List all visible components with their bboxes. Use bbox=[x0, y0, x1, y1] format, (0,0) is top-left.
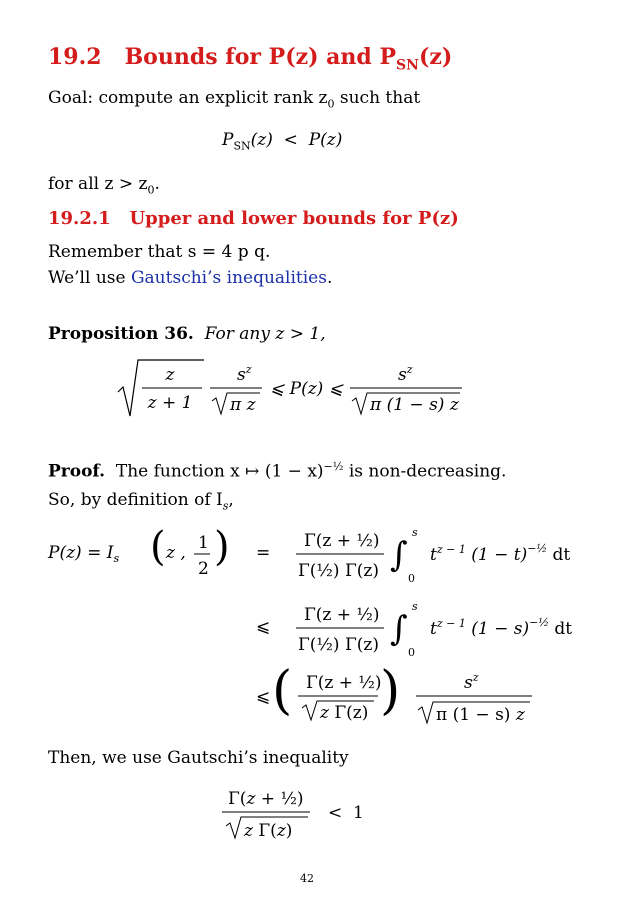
svg-text:s: s bbox=[412, 526, 418, 539]
goal-display bbox=[222, 130, 342, 152]
proof-text-end: is non-decreasing. bbox=[343, 461, 507, 482]
svg-text:π (1 − s) z: π (1 − s) z bbox=[370, 395, 459, 415]
section-number: 19.2 bbox=[48, 44, 102, 70]
svg-text:tz − 1 (1 − s)−½ dt: $t^{z - 1}$ $(1 - s)^{-\frac{1}{2}}$ dt bbox=[430, 616, 573, 639]
proof-line: Proof. The function x ↦ $(1 - x)^{-\frac{1}{2}}$ is non-decreasing. bbox=[48, 460, 507, 482]
tail-sub: 0 bbox=[147, 183, 155, 197]
proposition-text: For any z > 1, bbox=[204, 324, 326, 344]
svg-text:z Γ(z): z Γ(z) bbox=[244, 821, 293, 841]
svg-text:⩽: ⩽ bbox=[256, 617, 271, 637]
tail-text: for all z > z bbox=[48, 174, 148, 194]
svg-text:⩽ P(z) ⩽: ⩽ P(z) ⩽ bbox=[270, 379, 343, 399]
proof-line2-sub: s bbox=[222, 499, 229, 513]
svg-text:(: ( bbox=[272, 661, 293, 721]
use-line bbox=[48, 268, 332, 288]
svg-text:s: s bbox=[412, 600, 418, 613]
proof-text: The function x ↦ (1 − x) bbox=[115, 461, 324, 482]
svg-text:sz: $s^z$ bbox=[237, 363, 252, 385]
use-prefix: We’ll use bbox=[48, 268, 131, 288]
subsection-title: Upper and lower bounds for P(z) bbox=[129, 208, 459, 229]
svg-text:P(z) = Is: $P(z) = I_s$ bbox=[48, 543, 120, 565]
section-title-end: (z) bbox=[418, 44, 453, 70]
svg-text:1: 1 bbox=[198, 533, 209, 553]
goal-tail bbox=[48, 174, 160, 196]
svg-text:π (1 − s) z: π (1 − s) z bbox=[436, 705, 525, 725]
svg-text:2: 2 bbox=[198, 559, 209, 579]
display-p: P bbox=[222, 130, 234, 150]
svg-text:tz − 1 (1 − t)−½ dt: $t^{z - 1}$ $(1 - t)^{-\frac{1}{2}}$ dt bbox=[430, 542, 571, 565]
svg-text:): ) bbox=[380, 661, 401, 721]
proof-line2-text: So, by definition of I bbox=[48, 490, 223, 510]
svg-text:∫: ∫ bbox=[390, 535, 408, 575]
display-sub: SN bbox=[233, 139, 251, 153]
svg-text:Γ(z + ½): Γ(z + ½) bbox=[306, 673, 382, 693]
remember-line: Remember that s = 4 p q. bbox=[48, 242, 271, 262]
derivation bbox=[46, 520, 606, 740]
svg-text:Γ(½) Γ(z): Γ(½) Γ(z) bbox=[298, 561, 379, 581]
svg-text:z: z bbox=[165, 365, 175, 385]
svg-text:⩽: ⩽ bbox=[256, 687, 271, 707]
use-suffix: . bbox=[326, 268, 333, 288]
goal-sub: 0 bbox=[327, 97, 335, 111]
proof-label: Proof. bbox=[48, 461, 106, 482]
proof-line2-end: , bbox=[228, 490, 234, 510]
tail-end: . bbox=[154, 174, 160, 194]
proposition-label: Proposition 36. bbox=[48, 324, 194, 344]
goal-text: Goal: compute an explicit rank z bbox=[48, 88, 328, 108]
subsection-number: 19.2.1 bbox=[48, 208, 111, 229]
svg-text:z ,: z , bbox=[166, 543, 186, 563]
svg-text:=: = bbox=[256, 543, 271, 563]
section-title-sub: SN bbox=[396, 57, 419, 74]
svg-text:sz: $s^z$ bbox=[398, 363, 413, 385]
svg-text:sz: $s^z$ bbox=[464, 671, 479, 693]
svg-text:0: 0 bbox=[408, 646, 415, 659]
page-number: 42 bbox=[300, 872, 314, 885]
section-heading bbox=[48, 44, 452, 73]
svg-text:z + 1: z + 1 bbox=[147, 393, 193, 413]
svg-text:): ) bbox=[214, 524, 230, 570]
display-rest: (z) < P(z) bbox=[250, 130, 343, 150]
subsection-heading bbox=[48, 208, 459, 229]
svg-text:Γ(z + ½): Γ(z + ½) bbox=[304, 531, 380, 551]
svg-text:(: ( bbox=[150, 524, 166, 570]
svg-text:Γ(½) Γ(z): Γ(½) Γ(z) bbox=[298, 635, 379, 655]
svg-text:Γ(z + ½): Γ(z + ½) bbox=[304, 605, 380, 625]
svg-text:0: 0 bbox=[408, 572, 415, 585]
proof-line2 bbox=[48, 490, 234, 512]
svg-text:∫: ∫ bbox=[390, 609, 408, 649]
svg-text:π z: π z bbox=[230, 395, 256, 415]
then-line: Then, we use Gautschi’s inequality bbox=[48, 748, 349, 768]
final-rhs: < 1 bbox=[328, 803, 364, 823]
goal-line bbox=[48, 88, 420, 110]
svg-text:Γ(z + ½): Γ(z + ½) bbox=[228, 789, 304, 809]
svg-text:z Γ(z): z Γ(z) bbox=[320, 703, 369, 723]
gautschi-link[interactable]: Gautschi’s inequalities bbox=[130, 268, 327, 288]
proposition bbox=[48, 324, 326, 344]
goal-text-end: such that bbox=[334, 88, 421, 108]
proposition-formula bbox=[110, 352, 490, 424]
section-title: Bounds for P(z) and P bbox=[124, 44, 397, 70]
